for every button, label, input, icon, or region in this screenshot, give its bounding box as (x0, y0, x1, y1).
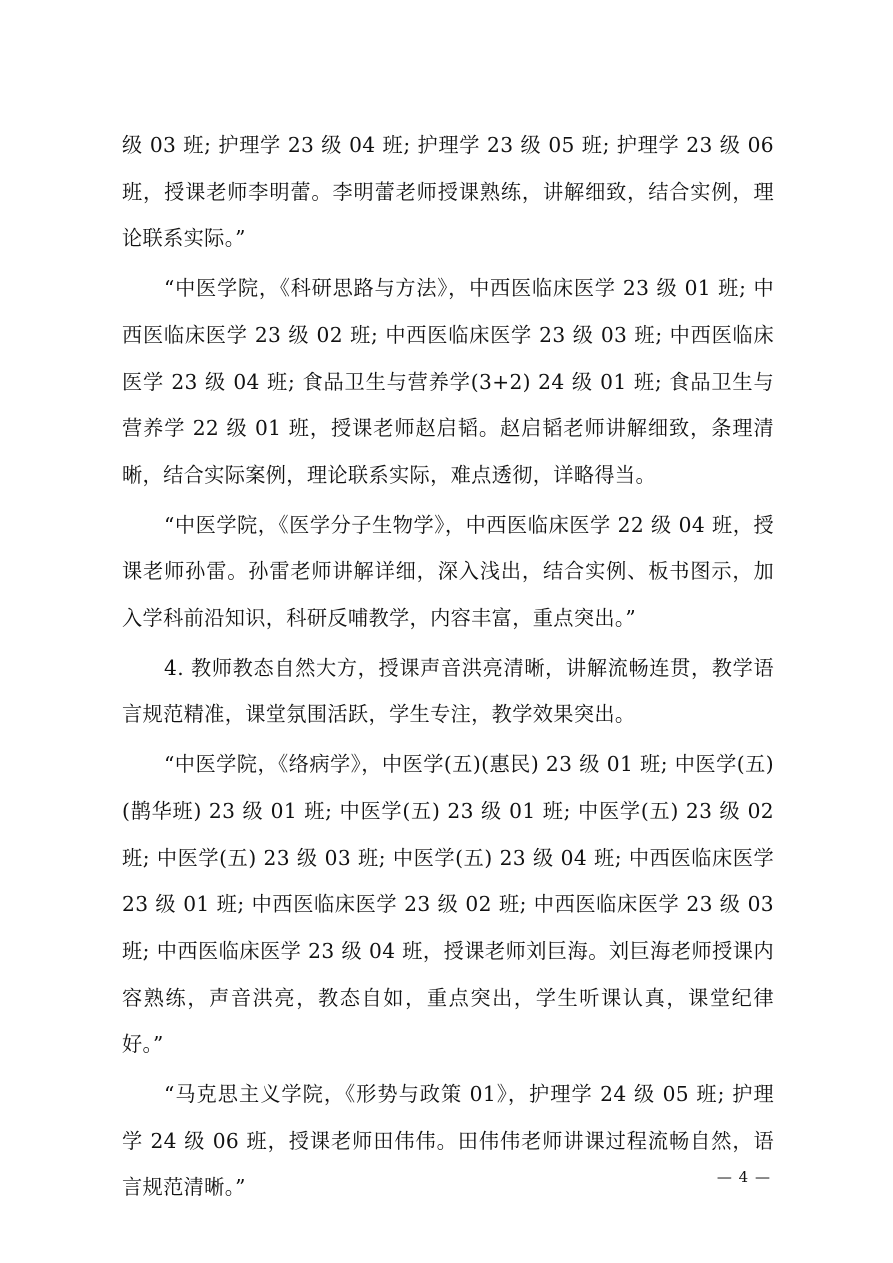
document-body (122, 122, 774, 1214)
page-number: — 4 — (716, 1168, 771, 1186)
paragraph-section-4: 4. 教师教态自然大方，授课声音洪亮清晰，讲解流畅连贯，教学语言规范精准，课堂氛围活跃，学生专注，教学效果突出。 (122, 655, 774, 727)
paragraph-molecular-biology: “中医学院，《医学分子生物学》，中西医临床医学 22 级 04 班，授课老师孙雷。孙雷老师讲解详细，深入浅出，结合实例、板书图示，加入学科前沿知识，科研反哺教学，内容丰富，重点突出。” (122, 512, 774, 631)
paragraph-research-methods: “中医学院，《科研思路与方法》，中西医临床医学 23 级 01 班; 中西医临床医学 23 级 02 班; 中西医临床医学 23 级 03 班; 中西医临床医学 23 级 04 班; 食品卫生与营养学(3+2) 24 级 01 班; 食品卫生与营养学 22 级 01 班，授课老师赵启韬。赵启韬老师讲解细致，条理清晰，结合实际案例，理论联系实际，难点透彻，详略得当。 (122, 276, 774, 487)
paragraph-collateral-disease: “中医学院，《络病学》，中医学(五)(惠民) 23 级 01 班; 中医学(五)(鹊华班) 23 级 01 班; 中医学(五) 23 级 01 班; 中医学(五) 23 级 02 班; 中医学(五) 23 级 03 班; 中医学(五) 23 级 04 班; 中西医临床医学 23 级 01 班; 中西医临床医学 23 级 02 班; 中西医临床医学 23 级 03 班; 中西医临床医学 23 级 04 班，授课老师刘巨海。刘巨海老师授课内容熟练，声音洪亮，教态自如，重点突出，学生听课认真，课堂纪律好。” (122, 752, 774, 1057)
paragraph-continuation: 级 03 班; 护理学 23 级 04 班; 护理学 23 级 05 班; 护理学 23 级 06 班，授课老师李明蕾。李明蕾老师授课熟练，讲解细致，结合实例，理论联系实际。” (122, 133, 774, 251)
paragraph-situation-policy: “马克思主义学院，《形势与政策 01》，护理学 24 级 05 班; 护理学 24 级 06 班，授课老师田伟伟。田伟伟老师讲课过程流畅自然，语言规范清晰。” (122, 1082, 774, 1200)
